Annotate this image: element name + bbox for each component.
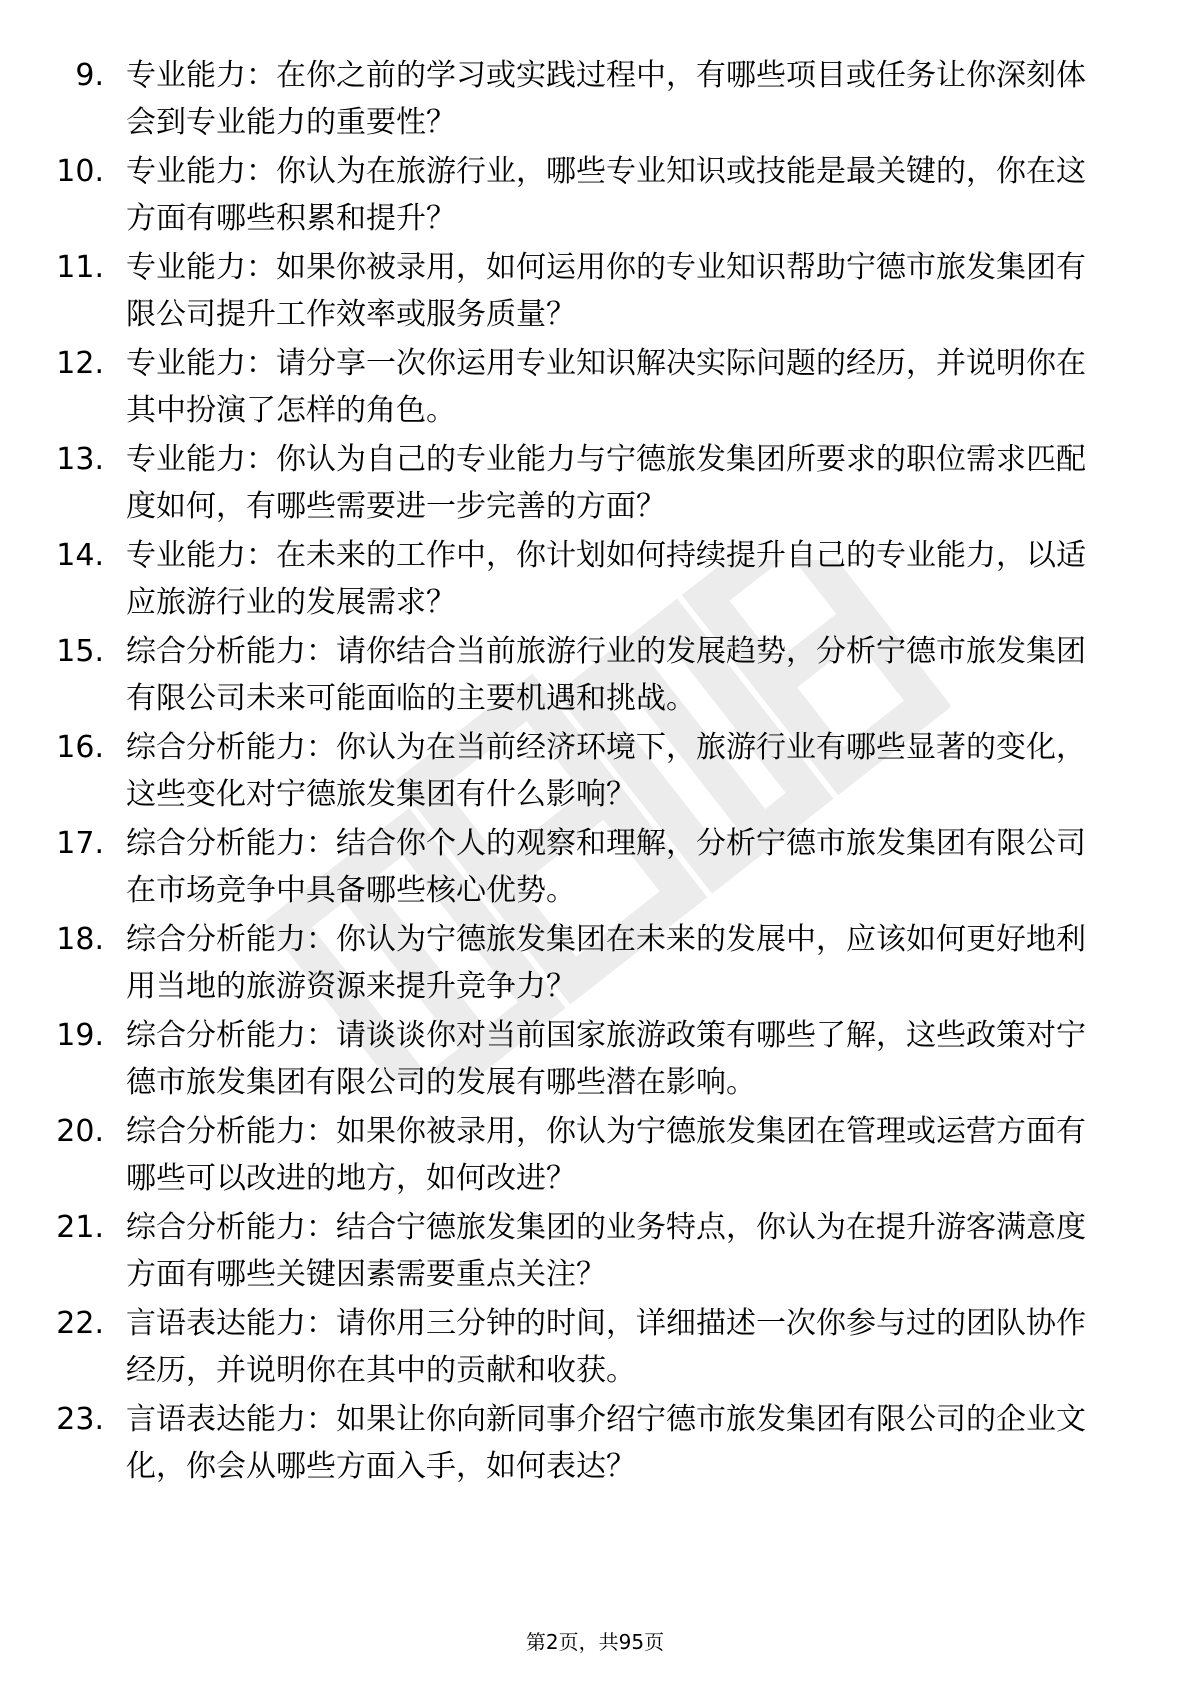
question-item xyxy=(0,532,1190,628)
question-number: 12. xyxy=(56,346,104,381)
question-item xyxy=(0,1204,1190,1300)
question-number: 21. xyxy=(56,1210,104,1245)
question-item xyxy=(0,1300,1190,1396)
question-text: 综合分析能力：结合宁德旅发集团的业务特点，你认为在提升游客满意度方面有哪些关键因素需要重点关注？ xyxy=(126,1210,1086,1292)
question-number: 22. xyxy=(56,1306,104,1341)
question-text: 综合分析能力：请谈谈你对当前国家旅游政策有哪些了解，这些政策对宁德市旅发集团有限公司的发展有哪些潜在影响。 xyxy=(126,1018,1086,1100)
question-item xyxy=(0,340,1190,436)
question-text: 综合分析能力：结合你个人的观察和理解，分析宁德市旅发集团有限公司在市场竞争中具备哪些核心优势。 xyxy=(126,826,1086,908)
question-number: 19. xyxy=(56,1018,104,1053)
question-item xyxy=(0,244,1190,340)
page-number-footer: 第2页，共95页 xyxy=(525,1630,665,1654)
question-number: 14. xyxy=(56,538,104,573)
question-text: 专业能力：请分享一次你运用专业知识解决实际问题的经历，并说明你在其中扮演了怎样的角色。 xyxy=(126,346,1086,428)
question-list xyxy=(0,52,1190,1492)
question-number: 13. xyxy=(56,442,104,477)
question-number: 23. xyxy=(56,1402,104,1437)
question-number: 16. xyxy=(56,730,104,765)
question-text: 专业能力：你认为在旅游行业，哪些专业知识或技能是最关键的，你在这方面有哪些积累和提升？ xyxy=(126,154,1086,236)
question-text: 综合分析能力：你认为宁德旅发集团在未来的发展中，应该如何更好地利用当地的旅游资源来提升竞争力？ xyxy=(126,922,1086,1004)
question-item xyxy=(0,628,1190,724)
question-number: 20. xyxy=(56,1114,104,1149)
question-text: 言语表达能力：如果让你向新同事介绍宁德市旅发集团有限公司的企业文化，你会从哪些方面入手，如何表达？ xyxy=(126,1402,1086,1484)
question-item xyxy=(0,1396,1190,1492)
question-text: 综合分析能力：如果你被录用，你认为宁德旅发集团在管理或运营方面有哪些可以改进的地方，如何改进？ xyxy=(126,1114,1086,1196)
question-item xyxy=(0,724,1190,820)
question-item xyxy=(0,1012,1190,1108)
question-text: 专业能力：如果你被录用，如何运用你的专业知识帮助宁德市旅发集团有限公司提升工作效率或服务质量？ xyxy=(126,250,1086,332)
question-item xyxy=(0,52,1190,148)
question-text: 综合分析能力：你认为在当前经济环境下，旅游行业有哪些显著的变化，这些变化对宁德旅发集团有什么影响？ xyxy=(126,730,1086,812)
question-text: 言语表达能力：请你用三分钟的时间，详细描述一次你参与过的团队协作经历，并说明你在其中的贡献和收获。 xyxy=(126,1306,1086,1388)
question-text: 专业能力：在未来的工作中，你计划如何持续提升自己的专业能力，以适应旅游行业的发展需求？ xyxy=(126,538,1086,620)
question-number: 15. xyxy=(56,634,104,669)
question-item xyxy=(0,436,1190,532)
question-item xyxy=(0,820,1190,916)
question-number: 18. xyxy=(56,922,104,957)
question-item xyxy=(0,916,1190,1012)
question-number: 9. xyxy=(75,58,104,93)
question-number: 10. xyxy=(56,154,104,189)
question-number: 17. xyxy=(56,826,104,861)
question-text: 专业能力：在你之前的学习或实践过程中，有哪些项目或任务让你深刻体会到专业能力的重要性？ xyxy=(126,58,1086,140)
question-text: 综合分析能力：请你结合当前旅游行业的发展趋势，分析宁德市旅发集团有限公司未来可能面临的主要机遇和挑战。 xyxy=(126,634,1086,716)
question-number: 11. xyxy=(56,250,104,285)
question-text: 专业能力：你认为自己的专业能力与宁德旅发集团所要求的职位需求匹配度如何，有哪些需要进一步完善的方面？ xyxy=(126,442,1086,524)
question-item xyxy=(0,1108,1190,1204)
question-item xyxy=(0,148,1190,244)
